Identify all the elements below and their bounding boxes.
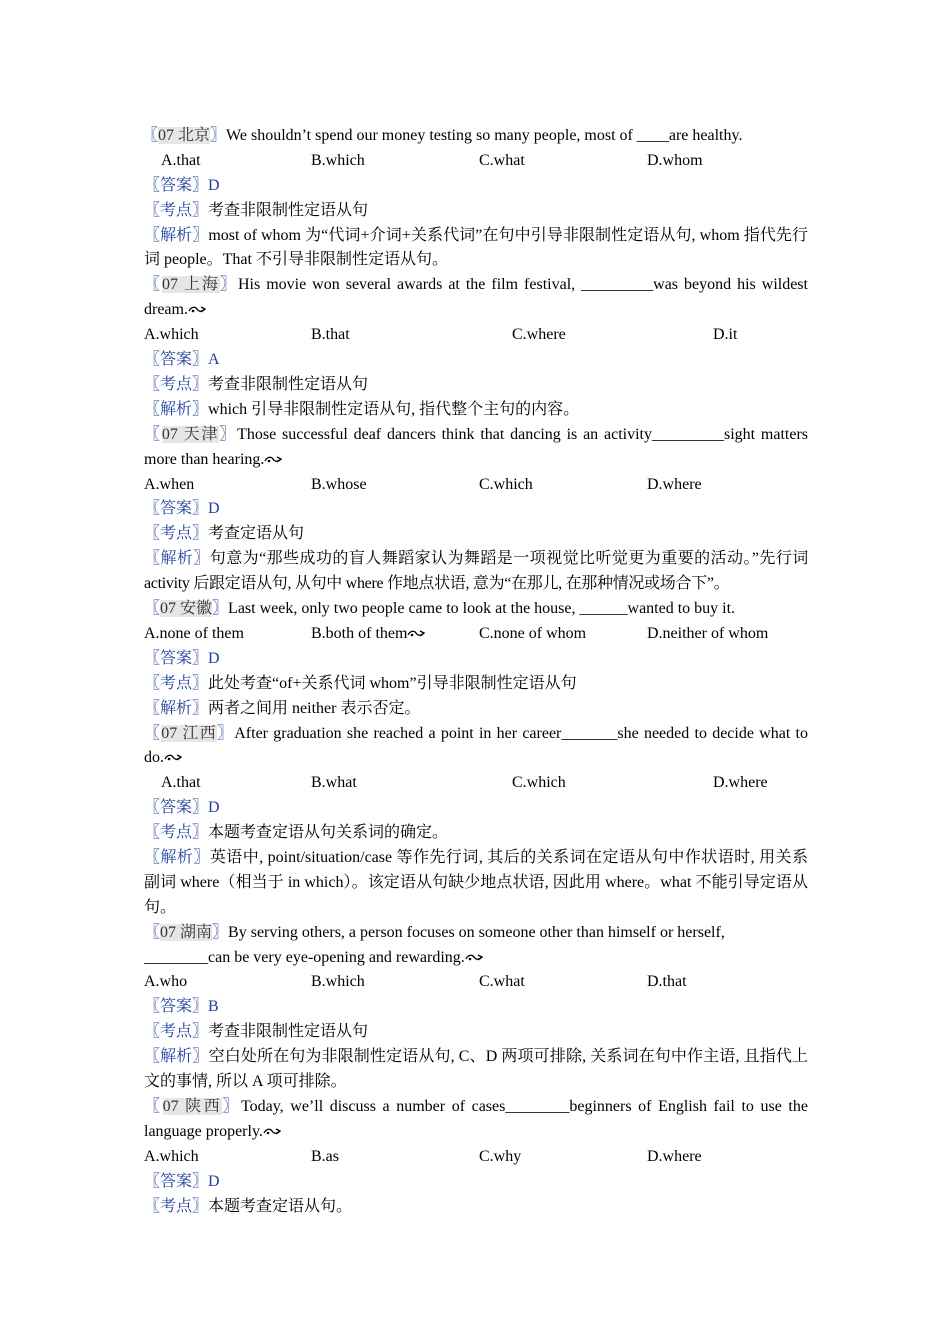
tag-open: 〖 xyxy=(144,1097,163,1115)
question-text-cont: ________can be very eye-opening and rewarding. xyxy=(144,948,465,966)
option-c: C.where xyxy=(512,326,566,344)
option-a: A.that xyxy=(161,774,201,792)
document-page xyxy=(144,124,808,1219)
analysis-row xyxy=(144,1045,808,1095)
tag-close: 〗 xyxy=(219,425,238,443)
analysis-row xyxy=(144,547,808,597)
point-row xyxy=(144,672,808,697)
source-tag: 07 天津 xyxy=(161,425,220,443)
analysis-label: 〖解析〗 xyxy=(144,699,209,717)
analysis-text: 两者之间用 neither 表示否定。 xyxy=(208,699,421,717)
answer-value: D xyxy=(208,176,220,194)
question-text: Last week, only two people came to look at the house, ______wanted to buy it. xyxy=(228,600,736,618)
options-row xyxy=(144,149,808,174)
option-c: C.which xyxy=(479,475,533,493)
answer-label: 〖答案〗 xyxy=(144,176,209,194)
options-row xyxy=(144,622,808,647)
tag-open: 〖 xyxy=(144,425,162,443)
question-6-cont xyxy=(144,946,808,971)
tag-open: 〖 xyxy=(144,724,162,742)
source-tag: 07 湖南 xyxy=(160,923,213,941)
option-d: D.whom xyxy=(647,151,703,169)
option-d: D.neither of whom xyxy=(647,624,769,642)
option-c: C.why xyxy=(479,1147,522,1165)
answer-value: D xyxy=(208,649,220,667)
source-tag: 07 江西 xyxy=(161,724,217,742)
question-1 xyxy=(142,124,808,149)
point-text: 此处考查“of+关系代词 whom”引导非限制性定语从句 xyxy=(208,674,577,692)
option-b: B.which xyxy=(311,151,365,169)
question-4 xyxy=(144,597,808,622)
answer-value: D xyxy=(208,799,220,817)
question-text: By serving others, a person focuses on someone other than himself or herself, xyxy=(228,923,725,941)
point-label: 〖考点〗 xyxy=(144,1023,209,1041)
answer-value: A xyxy=(208,351,220,369)
answer-label: 〖答案〗 xyxy=(144,998,209,1016)
options-row xyxy=(144,473,808,498)
option-a: A.who xyxy=(144,973,188,991)
tag-close: 〗 xyxy=(222,1097,241,1115)
answer-value: D xyxy=(208,500,220,518)
tag-close: 〗 xyxy=(219,276,238,294)
analysis-label: 〖解析〗 xyxy=(144,1048,209,1066)
answer-row xyxy=(144,647,808,672)
tag-open: 〖 xyxy=(144,600,161,618)
option-c: C.none of whom xyxy=(479,624,587,642)
analysis-label: 〖解析〗 xyxy=(144,400,209,418)
question-6 xyxy=(144,921,808,946)
paragraph-mark-icon xyxy=(407,629,425,639)
options-row xyxy=(144,323,808,348)
question-text: After graduation she reached a point in her career_______she needed to decide what to do. xyxy=(144,724,808,767)
point-text: 考查非限制性定语从句 xyxy=(208,375,369,393)
source-tag: 07 北京 xyxy=(158,127,211,144)
option-b: B.whose xyxy=(311,475,367,493)
point-row xyxy=(144,1195,808,1220)
option-b: B.what xyxy=(311,774,357,792)
question-3 xyxy=(144,423,808,473)
answer-row xyxy=(144,995,808,1020)
analysis-label: 〖解析〗 xyxy=(144,550,210,568)
point-label: 〖考点〗 xyxy=(144,1197,209,1215)
point-text: 考查非限制性定语从句 xyxy=(208,201,369,219)
point-label: 〖考点〗 xyxy=(144,824,209,842)
options-row xyxy=(144,970,808,995)
option-d: D.that xyxy=(647,973,687,991)
paragraph-mark-icon xyxy=(264,455,282,465)
point-text: 本题考查定语从句关系词的确定。 xyxy=(208,824,449,842)
option-a: A.none of them xyxy=(144,624,244,642)
paragraph-mark-icon xyxy=(263,1127,281,1137)
answer-label: 〖答案〗 xyxy=(144,649,209,667)
question-5 xyxy=(144,722,808,772)
question-7 xyxy=(144,1095,808,1145)
analysis-label: 〖解析〗 xyxy=(144,848,210,866)
tag-close: 〗 xyxy=(212,923,229,941)
option-b: B.as xyxy=(311,1147,339,1165)
paragraph-mark-icon xyxy=(164,753,182,763)
point-label: 〖考点〗 xyxy=(144,525,209,543)
point-row xyxy=(144,373,808,398)
analysis-text: 空白处所在句为非限制性定语从句, C、D 两项可排除, 关系词在句中作主语, 且指代上文的事情, 所以 A 项可排除。 xyxy=(144,1048,808,1091)
analysis-text: 英语中, point/situation/case 等作先行词, 其后的关系词在定语从句中作状语时, 用关系副词 where（相当于 in which）。该定语从句缺少地点状语, 因此用 where。what 不能引导定语从句。 xyxy=(144,848,808,916)
option-d: D.it xyxy=(713,326,738,344)
paragraph-mark-icon xyxy=(465,953,483,963)
answer-row xyxy=(144,796,808,821)
source-tag: 07 安徽 xyxy=(160,600,213,618)
tag-open: 〖 xyxy=(142,127,159,144)
question-text: Those successful deaf dancers think that dancing is an activity_________sight matters more than hearing. xyxy=(144,425,808,468)
option-c: C.what xyxy=(479,151,525,169)
answer-label: 〖答案〗 xyxy=(144,500,209,518)
answer-label: 〖答案〗 xyxy=(144,799,209,817)
point-label: 〖考点〗 xyxy=(144,375,209,393)
tag-close: 〗 xyxy=(212,600,229,618)
point-label: 〖考点〗 xyxy=(144,201,209,219)
option-c: C.which xyxy=(512,774,566,792)
option-a: A.which xyxy=(144,1147,199,1165)
answer-label: 〖答案〗 xyxy=(144,1172,209,1190)
option-b xyxy=(311,622,425,647)
question-text: His movie won several awards at the film festival, _________was beyond his wildest dream. xyxy=(144,276,808,319)
answer-row xyxy=(144,348,808,373)
analysis-row xyxy=(144,398,808,423)
question-text: Today, we’ll discuss a number of cases________beginners of English fail to use the language properly. xyxy=(144,1097,808,1140)
source-tag: 07 上海 xyxy=(162,276,220,294)
answer-row xyxy=(144,1170,808,1195)
options-row xyxy=(144,771,808,796)
answer-row xyxy=(144,174,808,199)
analysis-row xyxy=(144,697,808,722)
analysis-text: 句意为“那些成功的盲人舞蹈家认为舞蹈是一项视觉比听觉更为重要的活动。”先行词 activity 后跟定语从句, 从句中 where 作地点状语, 意为“在那儿, 在那种情况或场合下”。 xyxy=(144,550,808,593)
option-c: C.what xyxy=(479,973,525,991)
options-row xyxy=(144,1145,808,1170)
tag-close: 〗 xyxy=(210,127,227,144)
option-a: A.which xyxy=(144,326,199,344)
point-label: 〖考点〗 xyxy=(144,674,209,692)
tag-open: 〖 xyxy=(144,276,162,294)
question-2 xyxy=(144,273,808,323)
point-row xyxy=(144,522,808,547)
analysis-label: 〖解析〗 xyxy=(144,226,209,244)
option-d: D.where xyxy=(647,475,702,493)
analysis-row xyxy=(144,224,808,274)
point-row xyxy=(144,1020,808,1045)
option-b: B.that xyxy=(311,326,350,344)
tag-open: 〖 xyxy=(144,923,161,941)
point-text: 考查定语从句 xyxy=(208,525,305,543)
option-a: A.when xyxy=(144,475,195,493)
paragraph-mark-icon xyxy=(188,305,206,315)
option-d: D.where xyxy=(713,774,768,792)
answer-value: B xyxy=(208,998,219,1016)
option-d: D.where xyxy=(647,1147,702,1165)
source-tag: 07 陕西 xyxy=(162,1097,223,1115)
option-b-text: B.both of them xyxy=(311,624,408,642)
analysis-text: which 引导非限制性定语从句, 指代整个主句的内容。 xyxy=(208,400,580,418)
question-text: We shouldn’t spend our money testing so many people, most of ____are healthy. xyxy=(226,127,743,144)
answer-label: 〖答案〗 xyxy=(144,351,209,369)
point-row xyxy=(144,821,808,846)
answer-value: D xyxy=(208,1172,220,1190)
point-row xyxy=(144,199,808,224)
tag-close: 〗 xyxy=(217,724,235,742)
point-text: 本题考查定语从句。 xyxy=(208,1197,353,1215)
option-a: A.that xyxy=(161,151,201,169)
point-text: 考查非限制性定语从句 xyxy=(208,1023,369,1041)
answer-row xyxy=(144,497,808,522)
analysis-row xyxy=(144,846,808,921)
analysis-text: most of whom 为“代词+介词+关系代词”在句中引导非限制性定语从句, whom 指代先行词 people。That 不引导非限制性定语从句。 xyxy=(144,226,808,269)
option-b: B.which xyxy=(311,973,365,991)
